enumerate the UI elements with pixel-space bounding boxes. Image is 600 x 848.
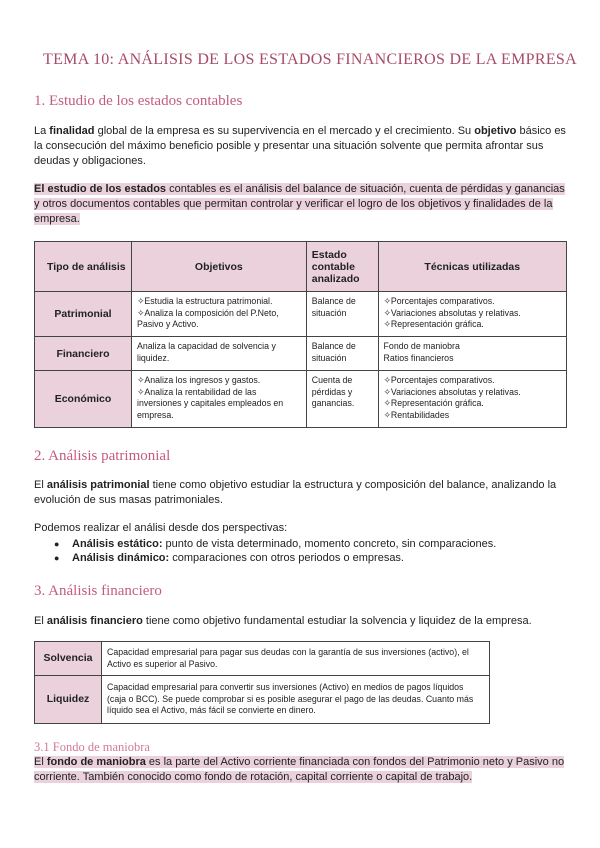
table-header-row [35,242,567,292]
list-item: ● Análisis estático: punto de vista determinado, momento concreto, sin comparaciones. [50,537,560,551]
row-objetivos: Analiza la capacidad de solvencia y liquidez. [131,337,306,371]
section-3-heading: 3. Análisis financiero [34,583,162,599]
section-2-paragraph-2: Podemos realizar el análisi desde dos perspectivas: [34,522,288,534]
analysis-types-table [34,241,567,428]
table-row [35,642,490,676]
table-row [35,371,567,428]
row-label: Liquidez [35,676,102,724]
row-type-label: Financiero [35,337,132,371]
section-2-paragraph-1: El análisis patrimonial tiene como objetivo estudiar la estructura y composición del balance, analizando la evolución de sus masas patrimoniales. [34,479,557,506]
row-type-label: Patrimonial [35,292,132,337]
row-description: Capacidad empresarial para pagar sus deudas con la garantía de sus inversiones (activo), el Activo es superior al Pasivo. [102,642,490,676]
row-tecnicas: Fondo de maniobra Ratios financieros [378,337,566,371]
header-tipo: Tipo de análisis [35,242,132,292]
section-1-paragraph-2: El estudio de los estados contables es el análisis del balance de situación, cuenta de pérdidas y ganancias y otros documentos contables que permitan controlar y verificar el logro de los objetivos y finalidades de la empresa. [34,183,565,225]
section-1-paragraph-1: La finalidad global de la empresa es su supervivencia en el mercado y el crecimiento. Su objetivo básico es la consecución del máximo beneficio posible y presentar una situación solvente que permita afrontar sus deudas y obligaciones. [34,125,566,167]
row-estado: Balance de situación [306,337,378,371]
section-3-paragraph-1: El análisis financiero tiene como objetivo fundamental estudiar la solvencia y liquidez de la empresa. [34,615,532,627]
header-tecnicas: Técnicas utilizadas [378,242,566,292]
row-tecnicas: ✧Porcentajes comparativos. ✧Variaciones absolutas y relativas. ✧Representación gráfica. [378,292,566,337]
header-objetivos: Objetivos [131,242,306,292]
table-row [35,676,490,724]
page-title: TEMA 10: ANÁLISIS DE LOS ESTADOS FINANCIEROS DE LA EMPRESA [43,51,577,68]
row-estado: Balance de situación [306,292,378,337]
section-3-1-paragraph-1: El fondo de maniobra es la parte del Activo corriente financiada con fondos del Patrimonio neto y Pasivo no corriente. También conocido como fondo de rotación, capital corriente o capital de trabajo. [34,756,565,783]
section-2-heading: 2. Análisis patrimonial [34,448,171,464]
perspectives-list [50,537,560,565]
solvency-liquidity-table [34,641,490,724]
row-objetivos: ✧Estudia la estructura patrimonial. ✧Analiza la composición del P.Neto, Pasivo y Activo. [131,292,306,337]
table-row [35,337,567,371]
row-tecnicas: ✧Porcentajes comparativos. ✧Variaciones absolutas y relativas. ✧Representación gráfica. ✧Rentabilidades [378,371,566,428]
row-objetivos: ✧Analiza los ingresos y gastos. ✧Analiza la rentabilidad de las inversiones y capitales empleados en empresa. [131,371,306,428]
header-estado: Estado contable analizado [306,242,378,292]
row-description: Capacidad empresarial para convertir sus inversiones (Activo) en medios de pagos líquidos (caja o BCC). Se puede comprobar si es posible asegurar el pago de las deudas. Cuanto más líquido sea el Activo, más fácil se convierte en dinero. [102,676,490,724]
list-item: ● Análisis dinámico: comparaciones con otros periodos o empresas. [50,551,560,565]
row-type-label: Económico [35,371,132,428]
table-row [35,292,567,337]
section-1-heading: 1. Estudio de los estados contables [34,93,243,109]
section-3-1-heading: 3.1 Fondo de maniobra [34,740,150,754]
row-estado: Cuenta de pérdidas y ganancias. [306,371,378,428]
row-label: Solvencia [35,642,102,676]
